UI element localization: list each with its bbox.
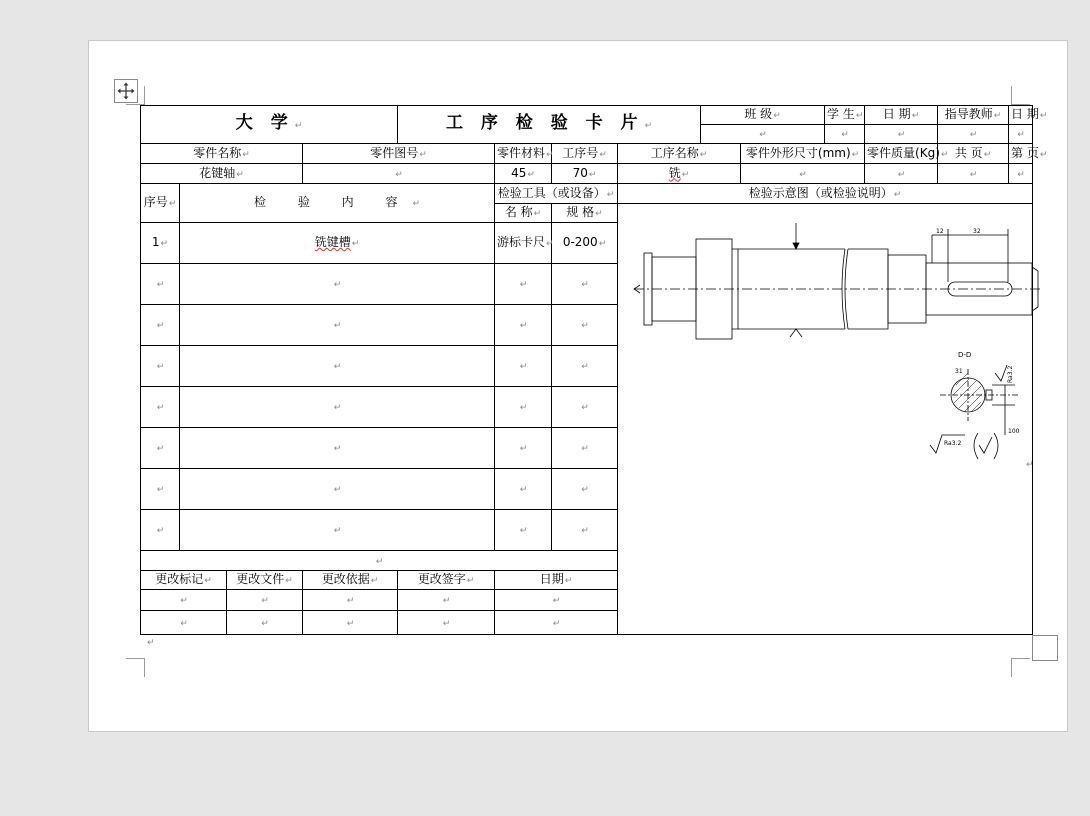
row-seq[interactable]: ↵ — [141, 346, 180, 387]
label-total-pages[interactable]: 共 页↵ — [938, 144, 1009, 164]
change-signature-header[interactable]: 更改签字↵ — [398, 571, 495, 590]
row-seq[interactable]: ↵ — [141, 510, 180, 551]
move-arrows-icon — [117, 82, 135, 100]
section-label: D-D — [958, 351, 972, 359]
content-header[interactable]: 检 验 内 容↵ — [180, 184, 495, 223]
student-value[interactable]: ↵ — [825, 125, 865, 144]
instructor-value[interactable]: ↵ — [938, 125, 1009, 144]
dim-12-label: 12 — [936, 228, 944, 235]
change-cell[interactable]: ↵ — [303, 590, 398, 611]
change-cell[interactable]: ↵ — [141, 611, 227, 635]
class-value[interactable]: ↵ — [701, 125, 825, 144]
row-tool[interactable]: ↵ — [495, 387, 552, 428]
change-cell[interactable]: ↵ — [398, 611, 495, 635]
row-tool[interactable]: 游标卡尺↵ — [495, 223, 552, 264]
value-part-no[interactable]: ↵ — [303, 164, 495, 184]
value-material[interactable]: 45↵ — [495, 164, 552, 184]
seq-header[interactable]: 序号↵ — [141, 184, 180, 223]
row-content[interactable]: ↵ — [180, 305, 495, 346]
table-resize-handle[interactable] — [1032, 635, 1058, 661]
row-seq[interactable]: ↵ — [141, 428, 180, 469]
change-cell[interactable]: ↵ — [495, 611, 618, 635]
crop-mark-top-right — [1011, 86, 1030, 105]
inspection-sketch — [618, 204, 1033, 635]
row-content[interactable]: ↵ — [180, 387, 495, 428]
row-spec[interactable]: 0-200↵ — [552, 223, 618, 264]
tool-name-header[interactable]: 名 称↵ — [495, 204, 552, 223]
value-mass[interactable]: ↵ — [865, 164, 938, 184]
table-move-handle[interactable] — [114, 79, 138, 103]
spline-shaft-drawing — [620, 205, 1048, 633]
class-header[interactable]: 班 级↵ — [701, 106, 825, 125]
row-spec[interactable]: ↵ — [552, 387, 618, 428]
crop-mark-bottom-left — [126, 658, 145, 677]
row-tool[interactable]: ↵ — [495, 469, 552, 510]
row-content[interactable]: ↵ — [180, 428, 495, 469]
value-process-name[interactable]: 铣↵ — [618, 164, 741, 184]
tool-header[interactable]: 检验工具（或设备）↵ — [495, 184, 618, 204]
card-title: 工 序 检 验 卡 片 — [445, 113, 644, 133]
row-spec[interactable]: ↵ — [552, 510, 618, 551]
row-seq[interactable]: ↵ — [141, 305, 180, 346]
student-header[interactable]: 学 生↵ — [825, 106, 865, 125]
row-tool[interactable]: ↵ — [495, 305, 552, 346]
row-content[interactable]: ↵ — [180, 469, 495, 510]
row-seq[interactable]: ↵ — [141, 469, 180, 510]
row-spec[interactable]: ↵ — [552, 469, 618, 510]
value-total-pages[interactable]: ↵ — [938, 164, 1009, 184]
value-part-name[interactable]: 花键轴↵ — [141, 164, 303, 184]
label-part-no[interactable]: 零件图号↵ — [303, 144, 495, 164]
instructor-header[interactable]: 指导教师↵ — [938, 106, 1009, 125]
change-cell[interactable]: ↵ — [227, 611, 303, 635]
paragraph-mark-right: ↵ — [1026, 460, 1034, 470]
label-mass[interactable]: 零件质量(Kg)↵ — [865, 144, 938, 164]
dim-right-label: 100 — [1008, 428, 1020, 435]
university-label: 大 学 — [235, 113, 294, 133]
change-cell[interactable]: ↵ — [303, 611, 398, 635]
paragraph-mark: ↵ — [147, 638, 155, 648]
change-cell[interactable]: ↵ — [398, 590, 495, 611]
label-process-no[interactable]: 工序号↵ — [552, 144, 618, 164]
row-content[interactable]: 铣键槽↵ — [180, 223, 495, 264]
label-dimensions[interactable]: 零件外形尺寸(mm)↵ — [741, 144, 865, 164]
date-value-2[interactable]: ↵ — [1009, 125, 1033, 144]
date-header-1[interactable]: 日 期↵ — [865, 106, 938, 125]
tool-spec-header[interactable]: 规 格↵ — [552, 204, 618, 223]
change-mark-header[interactable]: 更改标记↵ — [141, 571, 227, 590]
row-tool[interactable]: ↵ — [495, 346, 552, 387]
row-tool[interactable]: ↵ — [495, 264, 552, 305]
row-seq[interactable]: 1↵ — [141, 223, 180, 264]
dim-small-label: 31 — [955, 368, 963, 375]
sketch-header[interactable]: 检验示意图（或检验说明）↵ — [618, 184, 1033, 204]
change-basis-header[interactable]: 更改依据↵ — [303, 571, 398, 590]
change-cell[interactable]: ↵ — [495, 590, 618, 611]
row-tool[interactable]: ↵ — [495, 510, 552, 551]
date-header-2[interactable]: 日 期↵ — [1009, 106, 1033, 125]
change-date-header[interactable]: 日期↵ — [495, 571, 618, 590]
roughness-side-label: Ra3.2 — [1007, 365, 1015, 383]
row-tool[interactable]: ↵ — [495, 428, 552, 469]
card-title-cell[interactable]: 工 序 检 验 卡 片↵ — [398, 106, 701, 144]
inspection-card-table — [140, 105, 1048, 635]
label-part-name[interactable]: 零件名称↵ — [141, 144, 303, 164]
dim-32-label: 32 — [973, 228, 981, 235]
value-page-no[interactable]: ↵ — [1009, 164, 1033, 184]
row-spec[interactable]: ↵ — [552, 346, 618, 387]
label-process-name[interactable]: 工序名称↵ — [618, 144, 741, 164]
row-content[interactable]: ↵ — [180, 346, 495, 387]
crop-mark-bottom-right — [1011, 658, 1030, 677]
value-process-no[interactable]: 70↵ — [552, 164, 618, 184]
row-spec[interactable]: ↵ — [552, 428, 618, 469]
date-value-1[interactable]: ↵ — [865, 125, 938, 144]
value-dimensions[interactable]: ↵ — [741, 164, 865, 184]
university-cell[interactable]: 大 学↵ — [141, 106, 398, 144]
row-content[interactable]: ↵ — [180, 510, 495, 551]
change-cell[interactable]: ↵ — [141, 590, 227, 611]
roughness-bottom-label: Ra3.2 — [944, 440, 962, 447]
row-spec[interactable]: ↵ — [552, 305, 618, 346]
blank-note-row[interactable]: ↵ — [141, 551, 618, 571]
row-content[interactable]: ↵ — [180, 264, 495, 305]
label-material[interactable]: 零件材料↵ — [495, 144, 552, 164]
row-spec[interactable]: ↵ — [552, 264, 618, 305]
row-seq[interactable]: ↵ — [141, 264, 180, 305]
label-page-no[interactable]: 第 页↵ — [1009, 144, 1033, 164]
change-cell[interactable]: ↵ — [227, 590, 303, 611]
row-seq[interactable]: ↵ — [141, 387, 180, 428]
change-file-header[interactable]: 更改文件↵ — [227, 571, 303, 590]
